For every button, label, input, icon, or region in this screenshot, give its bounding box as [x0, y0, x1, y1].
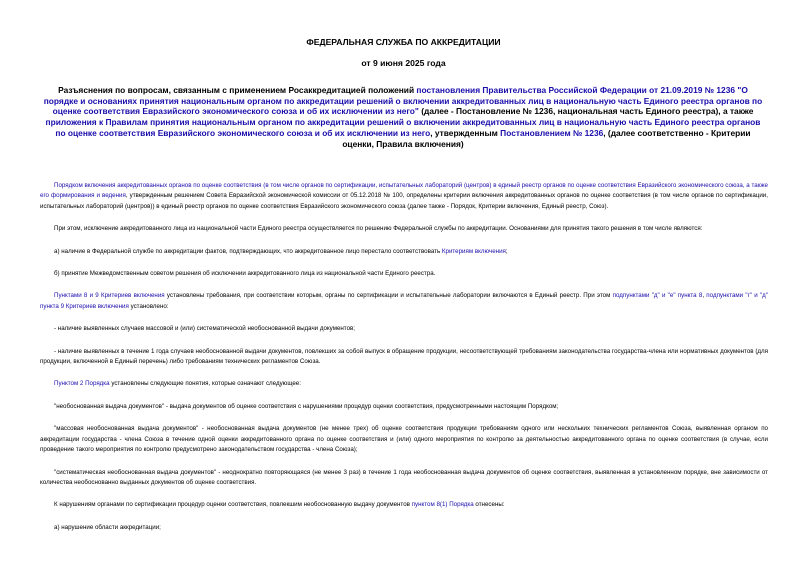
document-body: [40, 181, 768, 533]
link-inclusion-criteria[interactable]: Критериям включения: [441, 247, 506, 255]
paragraph-3-end: ;: [505, 247, 508, 255]
paragraph-2: При этом, исключение аккредитованного лица из национальной части Единого реестра осуществляется по решению Федеральной службы по аккредитации. Основаниями для принятия такого решения в том числе являются:: [54, 225, 703, 233]
org-title: ФЕДЕРАЛЬНАЯ СЛУЖБА ПО АККРЕДИТАЦИИ: [306, 37, 501, 47]
paragraph-3: [40, 247, 768, 257]
link-point-8-1-procedure[interactable]: пунктом 8(1) Порядка: [411, 501, 474, 509]
link-subpoints-point-8[interactable]: подпунктами "д" и "е" пункта 8: [612, 292, 703, 300]
headline-text-3: , утвержденным: [430, 127, 501, 138]
paragraph-12: [40, 500, 768, 510]
headline-link-resolution-1236[interactable]: постановления Правительства Российской Федерации от 21.09.2019 № 1236 "О порядке и основаниях принятия национальным органом по аккредитации решений о включении аккредитованных лиц в национальную часть Единого реестра органов по оценке соответствия Евразийского экономического союза и об их исключении из него": [43, 85, 763, 117]
paragraph-13: а) нарушение области аккредитации;: [54, 523, 161, 531]
paragraph-5: [40, 291, 768, 312]
paragraph-10: "массовая необоснованная выдача документов" - необоснованная выдача документов (не менее трех) об оценке соответствия продукции требованиям одного или нескольких технических регламентов Союза, выявленная органом по аккредитации государства - члена Союза в течение одной оценки аккредитованного органа по оценке соответствия и (или) одного мероприятия по контролю за деятельностью аккредитованного органа по оценке соответствия (в случае, если проведение такого мероприятия по контролю предусмотрено законодательством государства - члена Союза);: [40, 425, 768, 454]
paragraph-6: - наличие выявленных случаев массовой и (или) систематической необоснованной выдачи документов;: [54, 325, 356, 333]
document-headline: [40, 85, 766, 149]
document-date: от 9 июня 2025 года: [361, 58, 446, 68]
paragraph-7: - наличие выявленных в течение 1 года случаев необоснованной выдачи документов, повлекших за собой выпуск в обращение продукции, несоответствующей требованиям законодательства государства-члена или нормативных документов (для продукции, включенной в Единый перечень) либо требованиям технических регламентов Союза.: [40, 347, 768, 366]
link-procedure[interactable]: Порядком включения аккредитованных органов по оценке соответствия (в том числе органов по сертификации, испытательных лабораторий (центров) в единый реестр органов по оценке соответствия Евразийского экономического союза, а также его формирования и ведения: [40, 182, 768, 200]
paragraph-9: "необоснованная выдача документов" - выдача документов об оценке соответствия с нарушениями процедур оценки соответствия, предусмотренными настоящим Порядком;: [54, 402, 559, 410]
paragraph-5-text-2: ,: [702, 292, 707, 300]
link-point-2-procedure[interactable]: Пунктом 2 Порядка: [54, 380, 110, 388]
link-subpoints-point-9[interactable]: подпунктами "г" и "д" пункта 9 Критериев включения: [40, 292, 768, 310]
paragraph-1-text: , утвержденным решением Совета Евразийской экономической комиссии от 05.12.2018 № 100, определены критерии включения аккредитованных органов по оценке соответствия (в том числе органов по сертификации, испытательных лабораторий (центров)) в единый реестр органов по оценке соответствия Евразийского экономического союза (далее также - Порядок, Критерии включения, Единый реестр, Союз).: [40, 192, 768, 210]
paragraph-1: [40, 181, 768, 212]
link-points-8-9[interactable]: Пунктами 8 и 9 Критериев включения: [54, 292, 165, 300]
headline-link-resolution-short[interactable]: Постановлением № 1236: [500, 127, 604, 138]
headline-text-2: (далее - Постановление № 1236, национальная часть Единого реестра), а также: [418, 106, 754, 117]
paragraph-8: [40, 379, 768, 389]
headline-link-appendix-rules[interactable]: приложения к Правилам принятия национальным органом по аккредитации решений о включении аккредитованных лиц в национальную часть Единого реестра органов по оценке соответствия Евразийского экономического союза и об их исключении из него: [45, 117, 761, 138]
paragraph-5-text-1: установлены требования, при соответствии которым, органы по сертификации и испытательные лаборатории включаются в Единый реестр. При этом: [164, 292, 613, 300]
headline-text-4: , (далее соответственно - Критерии оценки, Правила включения): [342, 127, 751, 149]
paragraph-8-text: установлены следующие понятия, которые означают следующее:: [109, 380, 301, 388]
paragraph-3-text: а) наличие в Федеральной службе по аккредитации фактов, подтверждающих, что аккредитованное лицо перестало соответствовать: [54, 247, 442, 255]
paragraph-11: "систематическая необоснованная выдача документов" - неоднократно повторяющаяся (не менее 3 раз) в течение 1 года необоснованная выдача документов об оценке соответствия, выявленная в установленном порядке, вне зависимости от количества необоснованно выданных документов об оценке соответствия.: [40, 468, 768, 486]
headline-text-1: Разъяснения по вопросам, связанным с применением Росаккредитацией положений: [58, 85, 417, 95]
paragraph-12-text-1: К нарушениям органами по сертификации процедур оценки соответствия, повлекшим необоснованную выдачу документов: [54, 501, 412, 509]
paragraph-4: б) принятие Межведомственным советом решения об исключении аккредитованного лица из национальной части Единого реестра.: [54, 270, 436, 278]
paragraph-5-text-3: установлено:: [128, 302, 169, 310]
paragraph-12-text-2: отнесены:: [473, 501, 505, 509]
